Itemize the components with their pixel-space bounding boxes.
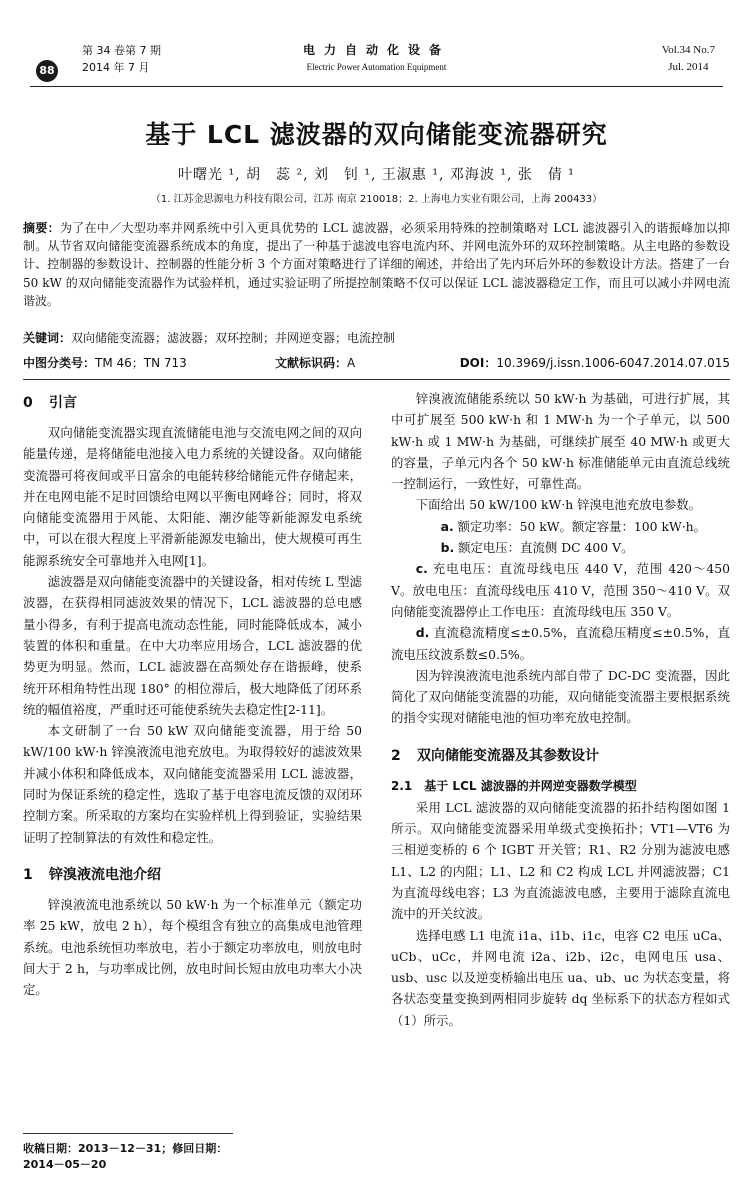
abstract [23, 219, 730, 310]
section-0-title: 引言 [49, 395, 77, 411]
topology-paragraph: 采用 LCL 滤波器的双向储能变流器的拓扑结构图如图 1 所示。双向储能变流器采用单级式变换拓扑；VT1—VT6 为三相逆变桥的 6 个 IGBT 开关管；R1、R2 分别为滤波电感 L1、L2 的内阻；L1、L2 和 C2 构成 LCL 并网滤波器；C1 为直流母线电容；L3 为直流滤波电感，主要用于滤除直流电流中的开关纹波。 [391, 799, 730, 922]
abstract-text: 为了在中／大型功率并网系统中引入更具优势的 LCL 滤波器，必须采用特殊的控制策略对 LCL 滤波器引入的谐振峰加以抑制。从节省双向储能变流器系统成本的角度，提出了一种基于滤波电容电流内环、并网电流外环的双环控制策略。从主电路的参数设计、控制器的参数设计、控制器的性能分析 3 个方面对策略进行了详细的阐述，并给出了先内环后外环的参数设计方法。搭建了一台 50 kW 的双向储能变流器作为试验样机，通过实验证明了所提控制策略不仅可以保证 LCL 滤波器稳定工作，而且可以减小并网电流谐波。 [23, 221, 730, 308]
param-b-mark: b. [440, 540, 455, 556]
doc-label: 文献标识码： [275, 356, 348, 370]
section-0-heading [23, 390, 362, 416]
dcdc-paragraph: 因为锌溴液流电池系统内部自带了 DC-DC 变流器，因此简化了双向储能变流器的功能，双向储能变流器主要根据系统的指令实现对储能电池的恒功率充放电控制。 [391, 667, 730, 726]
header-divider [30, 86, 723, 87]
clc-label: 中图分类号： [23, 356, 96, 370]
state-variable-paragraph: 选择电感 L1 电流 i1a、i1b、i1c，电容 C2 电压 uCa、uCb、uCc，并网电流 i2a、i2b、i2c，电网电压 usa、usb、usc 以及逆变桥输出电压 ua、ub、uc 为状态变量，将各状态变量变换到两相同步旋转 dq 坐标系下的状态方程如式（1）所示。 [391, 927, 730, 1028]
intro-paragraph-1: 双向储能变流器实现直流储能电池与交流电网之间的双向能量传递，是将储能电池接入电力系统的关键设备。双向储能变流器可将夜间或平日富余的电能转移给储能元件存储起来，并在电网电能不足时回馈给电网以平衡电网峰谷；同时，将双向储能变流器用于风能、太阳能、潮汐能等新能源发电系统中，可以在很大程度上平滑新能源发电输出，使大规模可再生能源系统安全可靠地并入电网[1]。 [23, 425, 362, 568]
param-item-d [391, 622, 730, 665]
intro-paragraph-2: 滤波器是双向储能变流器中的关键设备，相对传统 L 型滤波器，在获得相同滤波效果的情况下，LCL 滤波器的总电感量小得多，有利于提高电流动态性能，同时能降低成本，减小装置的体积和重量。在中大功率应用场合，LCL 滤波器的优势更为明显。然而，LCL 滤波器在高频处存在谐振峰，使系统开环相角特性出现 180° 的相位滞后，极大地降低了闭环系统的幅值裕度，严重时还可能使系统失去稳定性[2-11]。 [23, 574, 362, 717]
param-c-text: 充电电压：直流母线电压 440 V，范围 420～450 V。放电电压：直流母线电压 410 V，范围 350～410 V。双向储能变流器停止工作电压：直流母线电压 350 V。 [391, 561, 730, 619]
section-1-heading [23, 862, 362, 888]
left-column [23, 390, 362, 1000]
param-item-b [391, 537, 730, 558]
doi-label: DOI： [459, 356, 497, 370]
param-d-mark: d. [415, 625, 430, 641]
abstract-label: 摘要： [23, 221, 60, 235]
doc-value: A [347, 356, 356, 370]
volume-cn: 第 34 卷第 7 期 [82, 44, 161, 57]
received-date-footnote: 收稿日期：2013－12－31；修回日期：2014－05－20 [23, 1133, 233, 1172]
section-0-number: 0 [23, 395, 33, 411]
doi-value: 10.3969/j.issn.1006-6047.2014.07.015 [496, 356, 730, 370]
journal-name-cn: 电力自动化设备 [302, 43, 450, 57]
journal-name-en: Electric Power Automation Equipment [306, 62, 447, 72]
section-2-number: 2 [391, 747, 401, 764]
doc-code [275, 354, 355, 371]
author-list: 叶曙光 ¹, 胡 蕊 ², 刘 钊 ¹, 王淑惠 ¹, 邓海波 ¹, 张 倩 ¹ [178, 167, 575, 183]
param-a-mark: a. [440, 518, 454, 534]
param-a-text: 额定功率：50 kW。额定容量：100 kW·h。 [457, 518, 707, 534]
param-item-c [391, 558, 730, 622]
date-cn: 2014 年 7 月 [82, 61, 150, 74]
classification-line [23, 354, 730, 372]
param-item-a [391, 516, 730, 537]
param-b-text: 额定电压：直流侧 DC 400 V。 [458, 540, 634, 556]
clc-code [23, 354, 187, 371]
params-intro: 下面给出 50 kW/100 kW·h 锌溴电池充放电参数。 [415, 497, 702, 513]
param-c-mark: c. [415, 561, 428, 577]
keywords-text: 双向储能变流器；滤波器；双环控制；并网逆变器；电流控制 [71, 331, 396, 345]
battery-paragraph: 锌溴液流电池系统以 50 kW·h 为一个标准单元（额定功率 25 kW，放电 2 h），每个模组含有独立的高集成电池管理系统。电池系统恒功率放电，若小于额定功率放电，则放电时间大于 2 h，与功率成比例，放电时间长短由放电功率大小决定。 [23, 896, 362, 998]
paper-title: 基于 LCL 滤波器的双向储能变流器研究 [145, 120, 608, 149]
header-right [662, 42, 715, 76]
keywords [23, 329, 730, 347]
param-d-text: 直流稳流精度≤±0.5%，直流稳压精度≤±0.5%，直流电压纹波系数≤0.5%。 [391, 625, 730, 662]
section-2-heading [391, 743, 730, 769]
right-column [391, 388, 730, 1031]
section-1-number: 1 [23, 866, 33, 883]
abstract-divider [23, 379, 730, 380]
date-en: Jul. 2014 [668, 61, 709, 73]
storage-paragraph: 锌溴液流储能系统以 50 kW·h 为基础，可进行扩展，其中可扩展至 500 kW·h 和 1 MW·h 为一个子单元，以 500 kW·h 或 1 MW·h 为基础，可继续扩展至 40 MW·h 或更大的容量，子单元内各个 50 kW·h 标准储能单元由直流总线统一控制运行，一致性好，可靠性高。 [391, 391, 730, 492]
intro-paragraph-3: 本文研制了一台 50 kW 双向储能变流器，用于给 50 kW/100 kW·h 锌溴液流电池充放电。为取得较好的滤波效果并减小体积和降低成本，双向储能变流器采用 LCL 滤波器，同时为保证系统的稳定性，选取了基于电容电流反馈的双闭环控制方案。所采取的方案均在实验样机上得到验证，实验结果证明了控制算法的有效性和稳定性。 [23, 723, 362, 845]
affiliation: （1. 江苏金思源电力科技有限公司，江苏 南京 210018；2. 上海电力实业有限公司，上海 200433） [150, 194, 603, 205]
doi [460, 354, 730, 371]
section-1-title: 锌溴液流电池介绍 [49, 866, 161, 883]
clc-value: TM 46；TN 713 [95, 356, 187, 370]
journal-header [30, 42, 723, 82]
page-number-badge: 88 [36, 60, 58, 82]
volume-en: Vol.34 No.7 [661, 44, 715, 56]
keywords-label: 关键词： [23, 331, 72, 345]
header-center [30, 42, 723, 75]
section-2-1-heading: 2.1 基于 LCL 滤波器的并网逆变器数学模型 [391, 778, 637, 793]
section-2-title: 双向储能变流器及其参数设计 [417, 747, 599, 764]
